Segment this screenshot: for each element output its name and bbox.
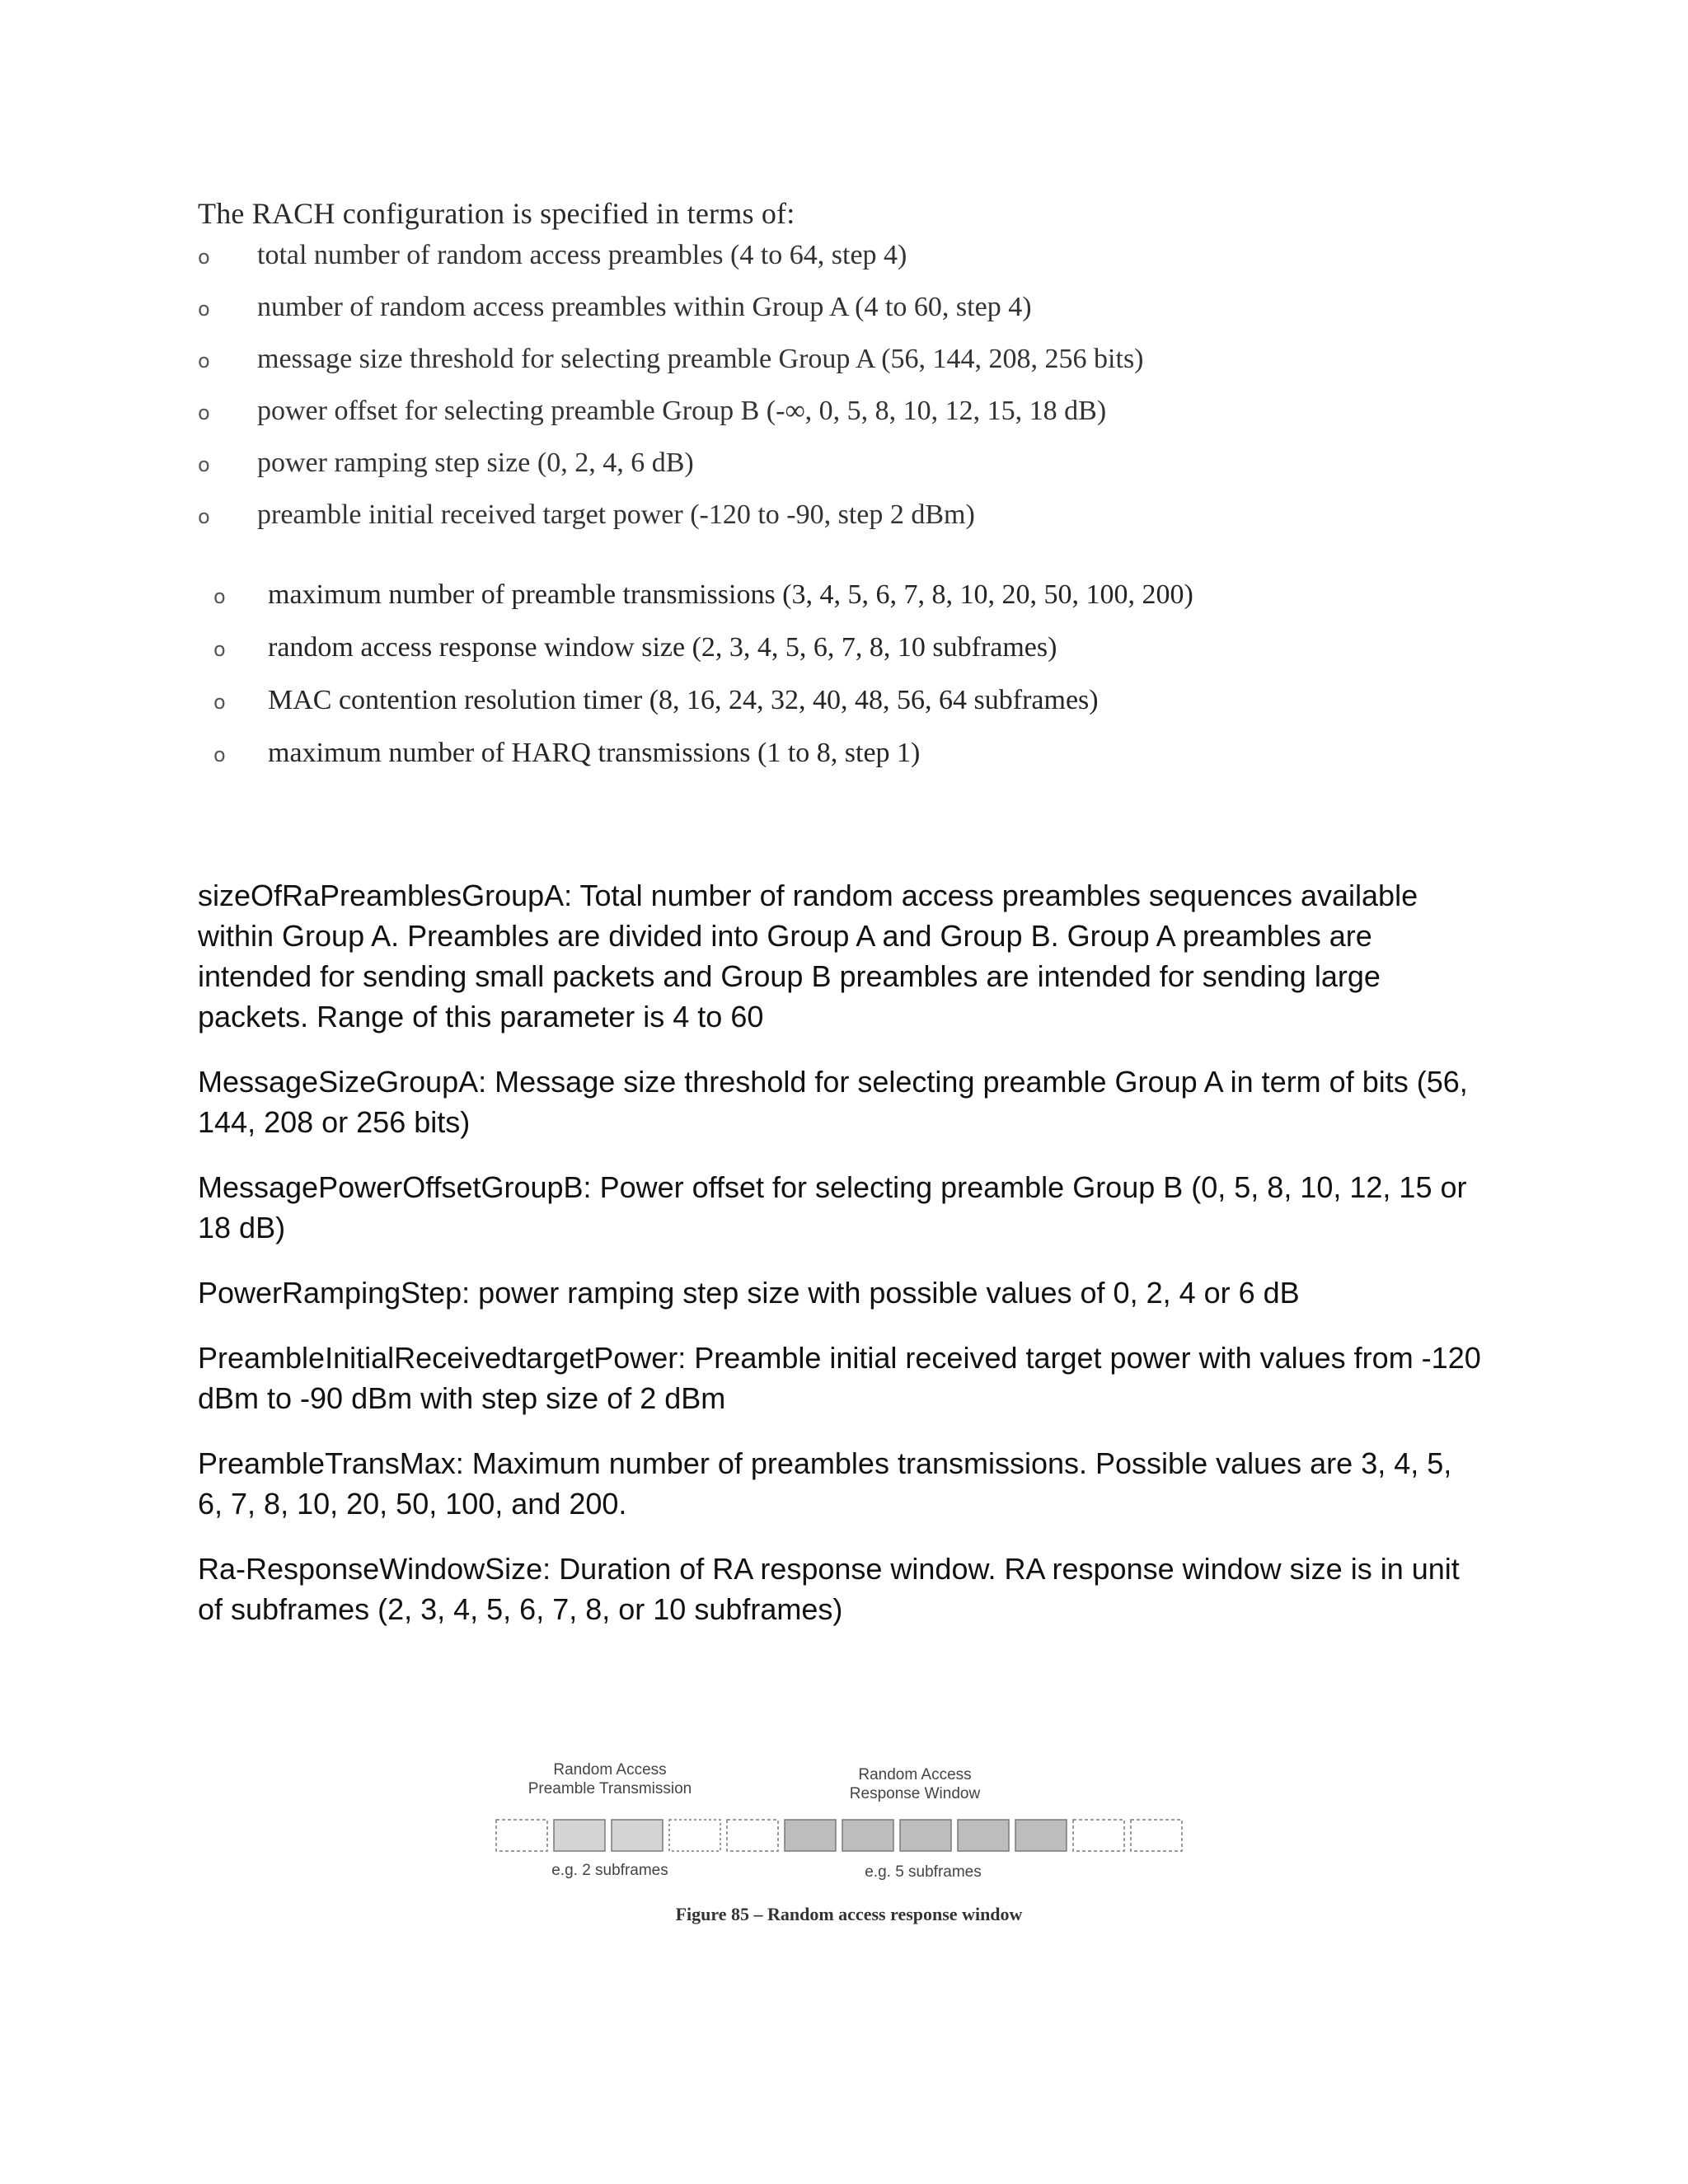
preamble-transmission-label <box>503 1760 717 1798</box>
list-item <box>213 737 1381 790</box>
bullet-circle-icon: o <box>198 401 210 424</box>
list-item-text: number of random access preambles within Group A (4 to 60, step 4) <box>257 292 1032 322</box>
bullet-circle-icon: o <box>213 691 226 714</box>
paragraph-preamble-initial-received-target-power: PreambleInitialReceivedtargetPower: Preamble initial received target power with values from -120 dBm to -90 dBm with step size of 2 dBm <box>198 1341 1481 1415</box>
response-window-label <box>820 1765 1010 1803</box>
preamble-subframe <box>612 1820 663 1851</box>
empty-subframe <box>1131 1820 1182 1851</box>
response-window-subframes-note: e.g. 5 subframes <box>865 1863 982 1881</box>
bullet-circle-icon: o <box>213 743 226 766</box>
bullet-circle-icon: o <box>213 638 226 661</box>
list-item-text: power ramping step size (0, 2, 4, 6 dB) <box>257 448 694 478</box>
list-item <box>213 579 1381 631</box>
bullet-circle-icon: o <box>213 585 226 608</box>
list-item-text: total number of random access preambles (4 to 64, step 4) <box>257 240 907 270</box>
preamble-transmission-label-line2: Preamble Transmission <box>528 1780 692 1797</box>
response-window-label-line2: Response Window <box>849 1785 981 1802</box>
paragraph-size-of-ra-preambles-group-a: sizeOfRaPreamblesGroupA: Total number of random access preambles sequences available within Group A. Preambles are divided into Group A and Group B. Group A preambles are intended for sending small packets and Group B preambles are intended for sending large packets. Range of this parameter is 4 to 60 <box>198 879 1418 1033</box>
empty-subframe <box>669 1820 720 1851</box>
parameter-descriptions <box>198 875 1484 1654</box>
list-item-text: maximum number of preamble transmissions (3, 4, 5, 6, 7, 8, 10, 20, 50, 100, 200) <box>268 579 1193 610</box>
list-item <box>198 447 1329 499</box>
paragraph-preamble-trans-max: PreambleTransMax: Maximum number of preambles transmissions. Possible values are 3, 4, 5, 6, 7, 8, 10, 20, 50, 100, and 200. <box>198 1446 1452 1521</box>
response-window-label-line1: Random Access <box>858 1766 972 1783</box>
response-window-subframe <box>900 1820 951 1851</box>
paragraph-ra-response-window-size: Ra-ResponseWindowSize: Duration of RA response window. RA response window size is in unit of subframes (2, 3, 4, 5, 6, 7, 8, or 10 subframes) <box>198 1552 1460 1626</box>
preamble-subframes-note: e.g. 2 subframes <box>551 1862 668 1879</box>
scan-heading: The RACH configuration is specified in terms of: <box>198 197 795 230</box>
preamble-transmission-label-line1: Random Access <box>553 1761 667 1779</box>
response-window-subframe <box>958 1820 1009 1851</box>
list-item <box>198 291 1329 343</box>
paragraph-message-size-group-a: MessageSizeGroupA: Message size threshold for selecting preamble Group A in term of bits (56, 144, 208 or 256 bits) <box>198 1065 1468 1139</box>
list-item <box>198 499 1329 551</box>
list-item-text: preamble initial received target power (-120 to -90, step 2 dBm) <box>257 499 975 530</box>
list-item-text: maximum number of HARQ transmissions (1 to 8, step 1) <box>268 738 921 768</box>
list-item <box>213 684 1381 737</box>
preamble-subframe <box>554 1820 605 1851</box>
rach-parameter-list-top <box>198 239 1329 551</box>
list-item <box>198 343 1329 395</box>
response-window-subframe <box>785 1820 836 1851</box>
rach-parameter-list-bottom <box>213 579 1381 790</box>
list-item <box>198 395 1329 447</box>
figure-caption: Figure 85 – Random access response window <box>675 1904 1023 1924</box>
bullet-circle-icon: o <box>198 246 210 269</box>
random-access-response-window-figure <box>495 1739 1203 1929</box>
paragraph-power-ramping-step: PowerRampingStep: power ramping step size with possible values of 0, 2, 4 or 6 dB <box>198 1276 1300 1310</box>
empty-subframe <box>496 1820 547 1851</box>
bullet-circle-icon: o <box>198 505 210 528</box>
list-item <box>213 631 1381 684</box>
list-item-text: power offset for selecting preamble Group B (-∞, 0, 5, 8, 10, 12, 15, 18 dB) <box>257 396 1107 426</box>
list-item-text: random access response window size (2, 3, 4, 5, 6, 7, 8, 10 subframes) <box>268 632 1057 663</box>
paragraph-message-power-offset-group-b: MessagePowerOffsetGroupB: Power offset for selecting preamble Group B (0, 5, 8, 10, 12, 15 or 18 dB) <box>198 1170 1467 1244</box>
list-item <box>198 239 1329 291</box>
list-item-text: MAC contention resolution timer (8, 16, 24, 32, 40, 48, 56, 64 subframes) <box>268 685 1099 715</box>
empty-subframe <box>727 1820 778 1851</box>
bullet-circle-icon: o <box>198 453 210 476</box>
empty-subframe <box>1073 1820 1124 1851</box>
response-window-subframe <box>842 1820 893 1851</box>
bullet-circle-icon: o <box>198 349 210 373</box>
bullet-circle-icon: o <box>198 298 210 321</box>
subframe-timeline <box>495 1811 1203 1861</box>
list-item-text: message size threshold for selecting preamble Group A (56, 144, 208, 256 bits) <box>257 344 1144 374</box>
response-window-subframe <box>1015 1820 1067 1851</box>
